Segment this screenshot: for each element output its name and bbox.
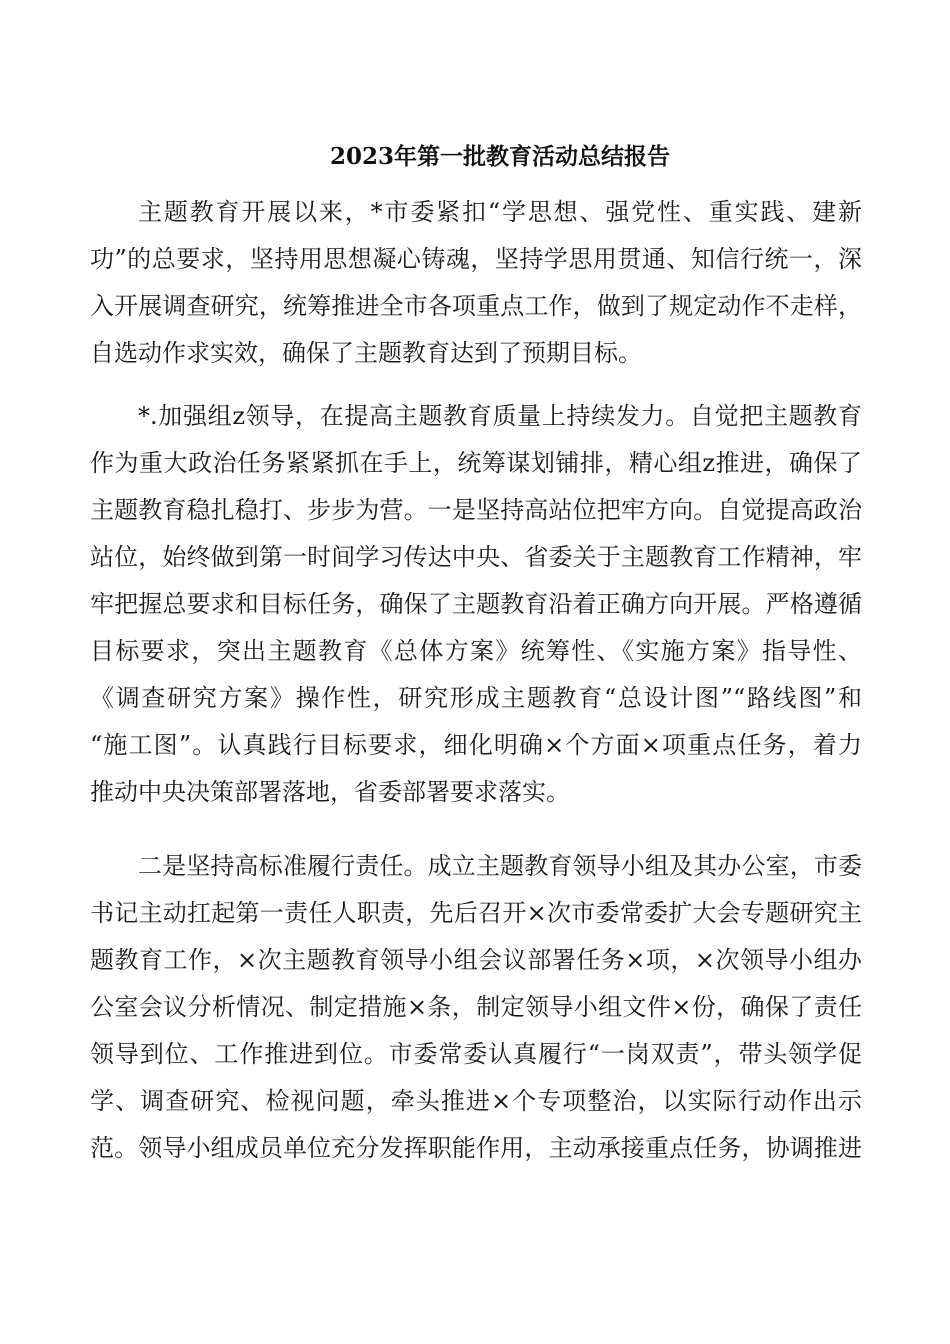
paragraph-2-line-7: 《调查研究方案》操作性，研究形成主题教育“总设计图”“路线图”和	[90, 684, 862, 712]
paragraph-3-line-6: 学、调查研究、检视问题，牵头推进×个专项整治，以实际行动作出示	[90, 1087, 862, 1115]
paragraph-3-line-3: 题教育工作，×次主题教育领导小组会议部署任务×项，×次领导小组办	[90, 946, 862, 974]
document-title: 2023年第一批教育活动总结报告	[329, 143, 670, 170]
paragraph-3-line-5: 领导到位、工作推进到位。市委常委认真履行“一岗双责”，带头领学促	[90, 1040, 862, 1068]
paragraph-2-line-1: *.加强组z领导，在提高主题教育质量上持续发力。自觉把主题教育	[138, 402, 862, 430]
paragraph-3-line-2: 书记主动扛起第一责任人职责，先后召开×次市委常委扩大会专题研究主	[90, 899, 862, 927]
paragraph-3-line-1: 二是坚持高标准履行责任。成立主题教育领导小组及其办公室，市委	[138, 852, 862, 880]
paragraph-3-line-4: 公室会议分析情况、制定措施×条，制定领导小组文件×份，确保了责任	[90, 993, 862, 1021]
paragraph-2-line-4: 站位，始终做到第一时间学习传达中央、省委关于主题教育工作精神，牢	[90, 543, 862, 571]
paragraph-2-line-5: 牢把握总要求和目标任务，确保了主题教育沿着正确方向开展。严格遵循	[90, 590, 862, 618]
paragraph-2-line-2: 作为重大政治任务紧紧抓在手上，统筹谋划铺排，精心组z推进，确保了	[90, 449, 862, 477]
paragraph-2-line-9: 推动中央决策部署落地，省委部署要求落实。	[90, 778, 570, 806]
paragraph-2-line-3: 主题教育稳扎稳打、步步为营。一是坚持高站位把牢方向。自觉提高政治	[90, 496, 862, 524]
paragraph-1-line-4: 自选动作求实效，确保了主题教育达到了预期目标。	[90, 339, 642, 367]
paragraph-1-line-3: 入开展调查研究，统筹推进全市各项重点工作，做到了规定动作不走样，	[90, 292, 862, 320]
paragraph-3-line-7: 范。领导小组成员单位充分发挥职能作用，主动承接重点任务，协调推进	[90, 1134, 862, 1162]
paragraph-1-line-2: 功”的总要求，坚持用思想凝心铸魂，坚持学思用贯通、知信行统一，深	[90, 245, 862, 273]
paragraph-1-line-1: 主题教育开展以来，*市委紧扣“学思想、强党性、重实践、建新	[138, 198, 862, 226]
paragraph-2-line-6: 目标要求，突出主题教育《总体方案》统筹性、《实施方案》指导性、	[90, 637, 862, 665]
paragraph-2-line-8: “施工图”。认真践行目标要求，细化明确×个方面×项重点任务，着力	[90, 731, 862, 759]
